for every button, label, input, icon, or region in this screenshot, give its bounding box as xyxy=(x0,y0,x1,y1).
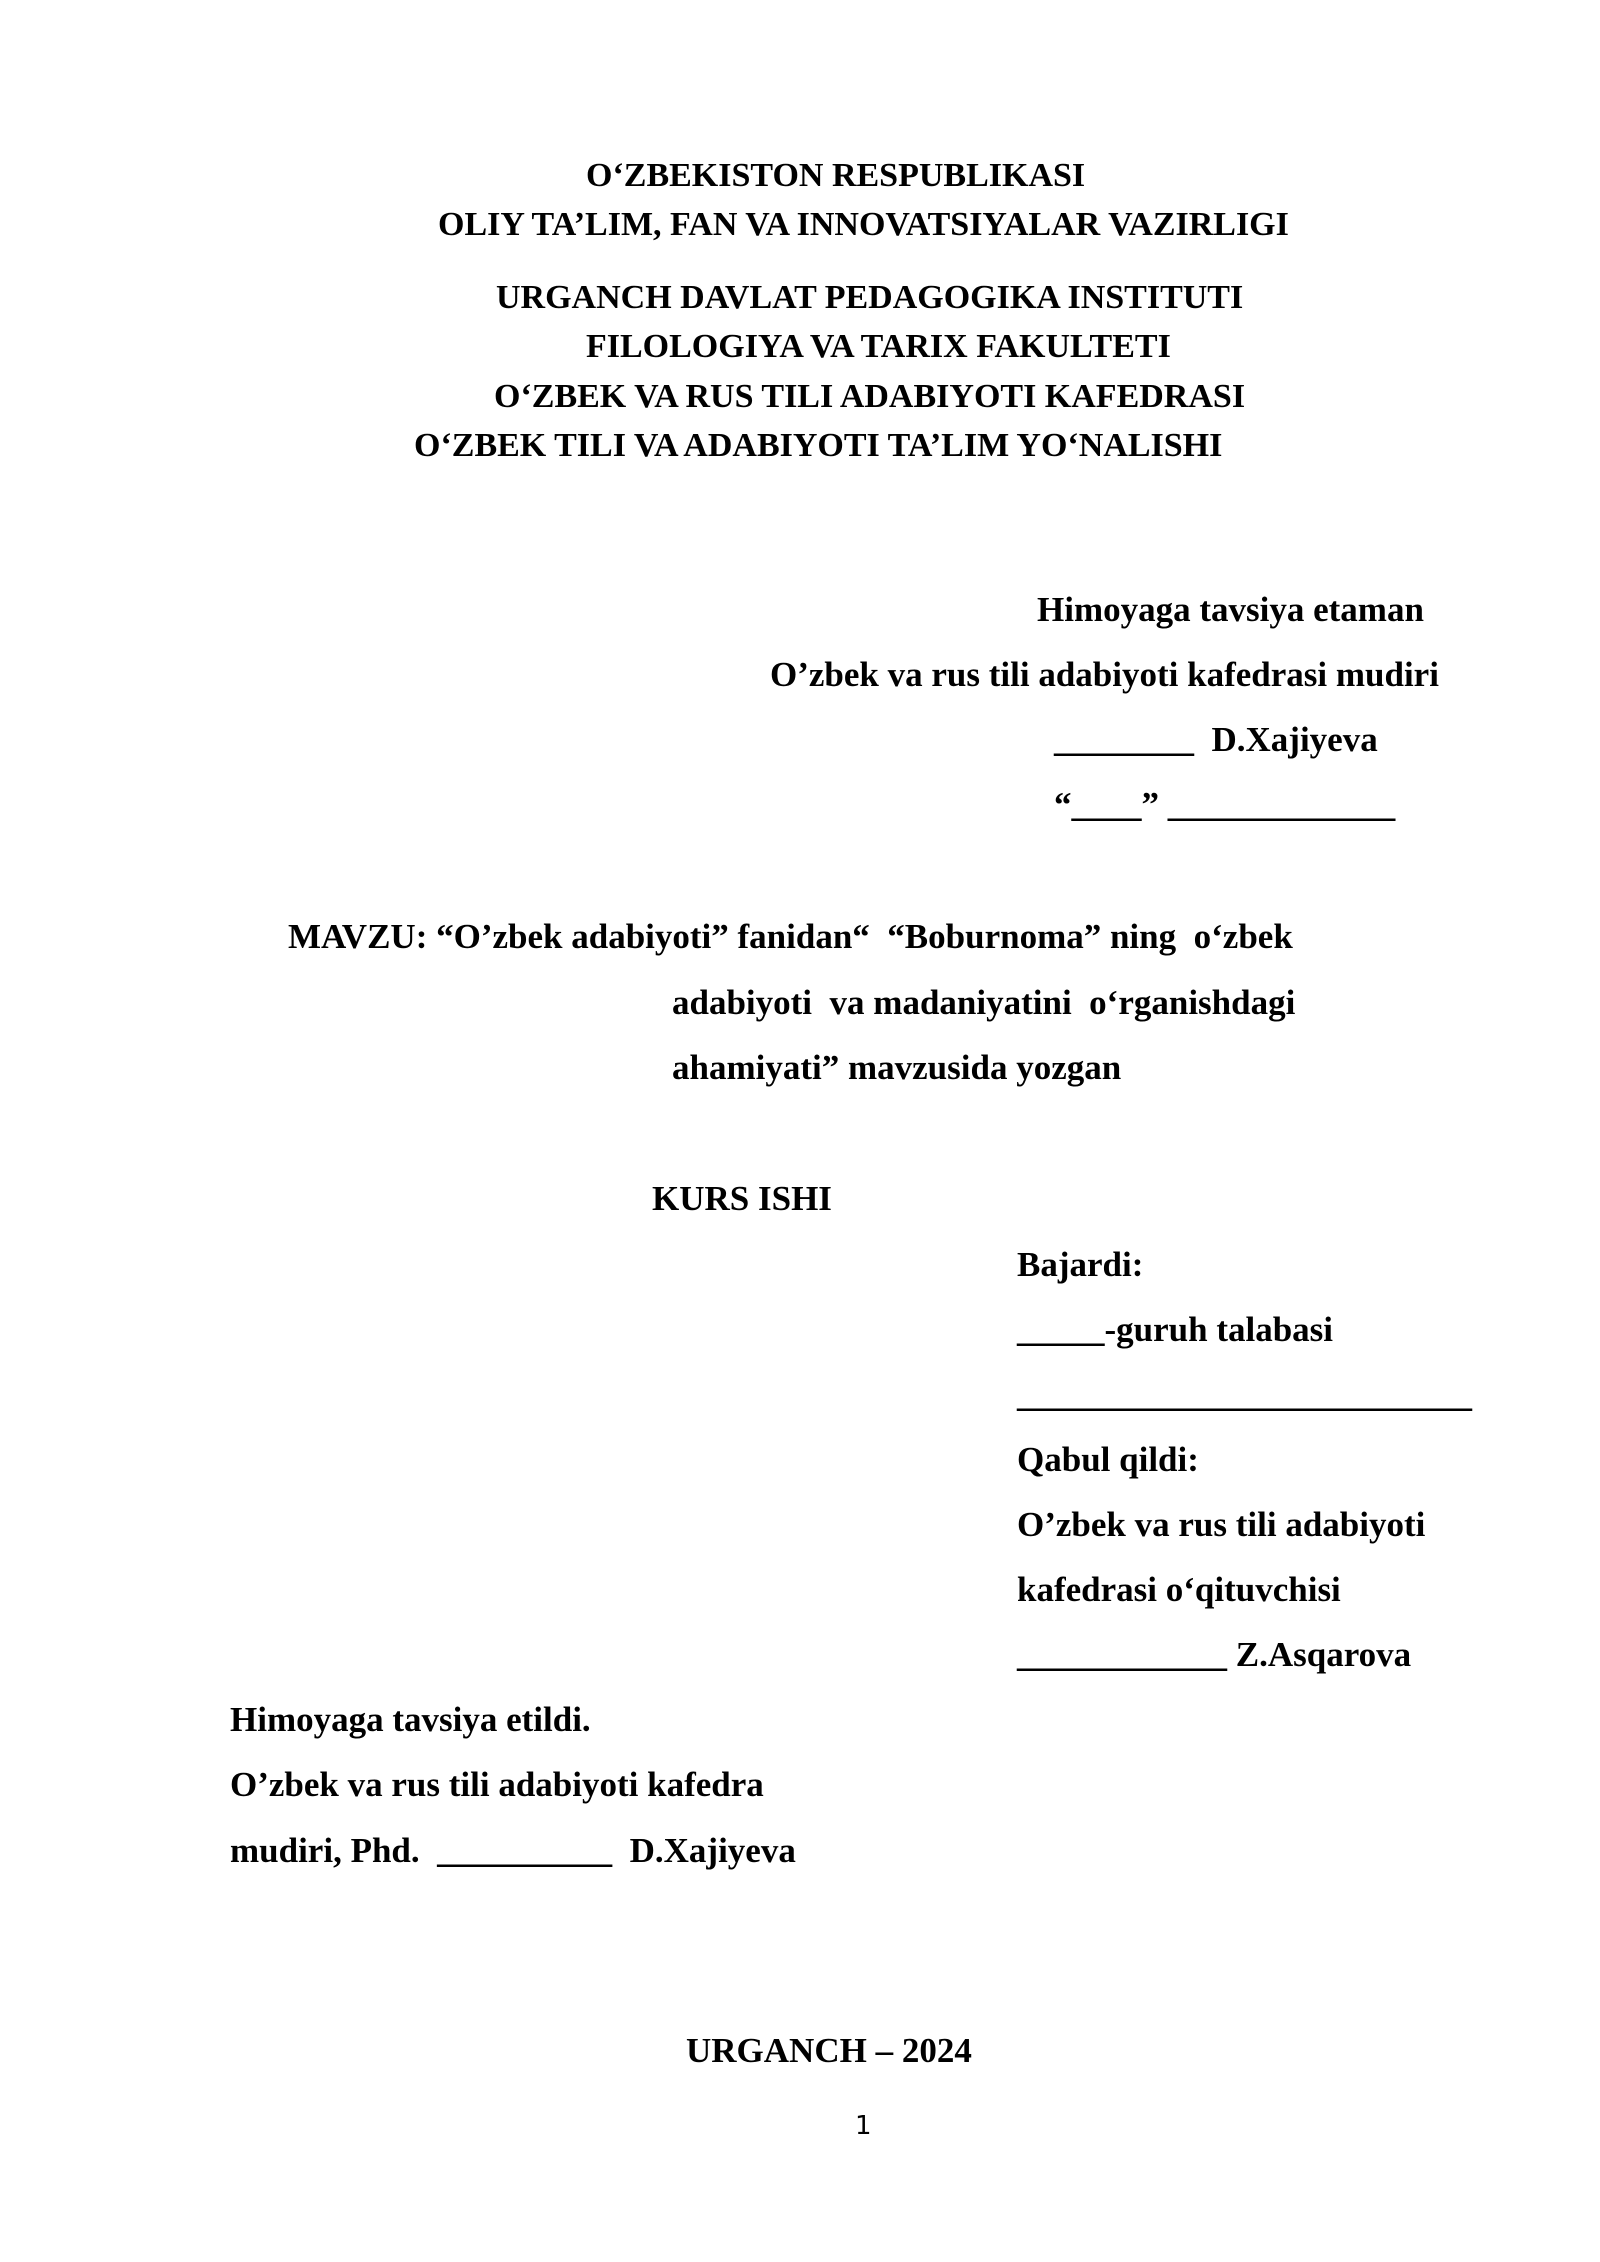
header-department: O‘ZBEK VA RUS TILI ADABIYOTI KAFEDRASI xyxy=(494,378,1246,415)
header-country: O‘ZBEKISTON RESPUBLIKASI xyxy=(586,157,1086,194)
page-number: 1 xyxy=(855,2111,872,2141)
topic-line-3: ahamiyati” mavzusida yozgan xyxy=(672,1048,1122,1087)
topic-line-2: adabiyoti va madaniyatini o‘rganishdagi xyxy=(672,983,1296,1022)
approval-date: “____” _____________ xyxy=(1054,785,1396,824)
header-faculty: FILOLOGIYA VA TARIX FAKULTETI xyxy=(586,328,1171,365)
header-ministry: OLIY TA’LIM, FAN VA INNOVATSIYALAR VAZIRLIGI xyxy=(438,206,1289,243)
topic-line-1: MAVZU: “O’zbek adabiyoti” fanidan“ “Boburnoma” ning o‘zbek xyxy=(288,917,1293,956)
header-institute: URGANCH DAVLAT PEDAGOGIKA INSTITUTI xyxy=(496,279,1244,316)
city-year: URGANCH – 2024 xyxy=(686,2031,972,2070)
performer-name-blank: __________________________ xyxy=(1017,1375,1472,1414)
receiver-signature: ____________ Z.Asqarova xyxy=(1017,1635,1412,1674)
performer-group: _____-guruh talabasi xyxy=(1017,1310,1334,1349)
work-type-title: KURS ISHI xyxy=(652,1179,832,1218)
recommendation-title: Himoyaga tavsiya etildi. xyxy=(230,1700,591,1739)
recommendation-position: O’zbek va rus tili adabiyoti kafedra xyxy=(230,1765,764,1804)
header-direction: O‘ZBEK TILI VA ADABIYOTI TA’LIM YO‘NALISHI xyxy=(414,427,1223,464)
recommendation-signature: mudiri, Phd. __________ D.Xajiyeva xyxy=(230,1831,796,1870)
approval-signature: ________ D.Xajiyeva xyxy=(1054,720,1378,759)
receiver-label: Qabul qildi: xyxy=(1017,1440,1199,1479)
approval-position: O’zbek va rus tili adabiyoti kafedrasi mudiri xyxy=(770,655,1439,694)
receiver-position-2: kafedrasi o‘qituvchisi xyxy=(1017,1570,1341,1609)
approval-title: Himoyaga tavsiya etaman xyxy=(1037,590,1424,629)
performer-label: Bajardi: xyxy=(1017,1245,1144,1284)
receiver-position-1: O’zbek va rus tili adabiyoti xyxy=(1017,1505,1426,1544)
